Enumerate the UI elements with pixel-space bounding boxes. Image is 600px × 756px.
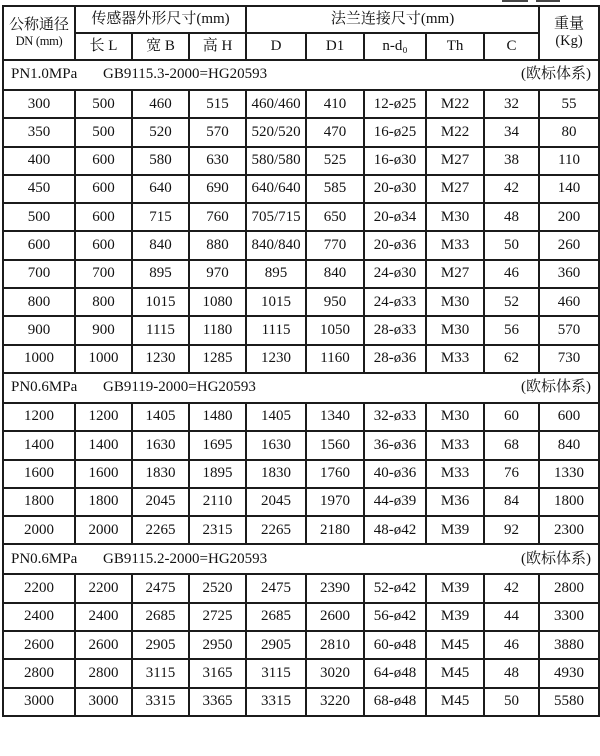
header-weight-unit: (Kg) (555, 33, 583, 50)
table-cell: 760 (189, 203, 246, 231)
table-cell: M22 (426, 118, 484, 146)
section-standard-note: (欧标体系) (521, 379, 592, 396)
table-cell: 460 (132, 90, 189, 118)
table-cell: 46 (484, 631, 539, 659)
header-col-th: Th (426, 33, 484, 60)
table-cell: 80 (539, 118, 599, 146)
table-cell: 1800 (75, 488, 132, 516)
table-cell: 50 (484, 231, 539, 259)
table-cell: 44-ø39 (364, 488, 426, 516)
table-cell: 2520 (189, 574, 246, 602)
table-cell: 2390 (306, 574, 364, 602)
table-cell: M39 (426, 516, 484, 544)
table-cell: 2725 (189, 603, 246, 631)
table-cell: 4930 (539, 659, 599, 687)
table-cell: 705/715 (246, 203, 306, 231)
table-cell: 585 (306, 175, 364, 203)
table-cell: 28-ø33 (364, 316, 426, 344)
section-header-cell (3, 373, 599, 403)
table-cell: 2315 (189, 516, 246, 544)
table-cell: M36 (426, 488, 484, 516)
table-cell: 68 (484, 431, 539, 459)
table-cell: 3880 (539, 631, 599, 659)
table-cell: 1080 (189, 288, 246, 316)
table-cell: 840/840 (246, 231, 306, 259)
table-cell: 28-ø36 (364, 345, 426, 373)
table-cell: 24-ø30 (364, 260, 426, 288)
table-row (3, 90, 599, 118)
table-cell: 2200 (3, 574, 75, 602)
table-cell: 2800 (3, 659, 75, 687)
section-standard-note: (欧标体系) (521, 66, 592, 83)
table-cell: 2600 (75, 631, 132, 659)
table-cell: 840 (132, 231, 189, 259)
table-cell: 40-ø36 (364, 460, 426, 488)
header-row-columns (3, 33, 599, 60)
table-row (3, 403, 599, 431)
table-cell: 1015 (132, 288, 189, 316)
table-row (3, 175, 599, 203)
table-cell: 62 (484, 345, 539, 373)
table-cell: 60-ø48 (364, 631, 426, 659)
table-cell: 56 (484, 316, 539, 344)
table-cell: 400 (3, 147, 75, 175)
table-cell: 1330 (539, 460, 599, 488)
section-standard-code: GB9115.3-2000=HG20593 (103, 66, 268, 83)
table-cell: 3315 (246, 688, 306, 716)
table-row (3, 460, 599, 488)
table-cell: 950 (306, 288, 364, 316)
header-nominal-diameter-unit: DN (mm) (15, 34, 63, 49)
section-header-row (3, 544, 599, 574)
table-cell: 900 (3, 316, 75, 344)
table-cell: 520 (132, 118, 189, 146)
header-col-length: 长 L (75, 33, 132, 60)
table-cell: 640/640 (246, 175, 306, 203)
table-cell: 2110 (189, 488, 246, 516)
table-cell: 460 (539, 288, 599, 316)
table-cell: 1400 (75, 431, 132, 459)
table-cell: 1630 (246, 431, 306, 459)
table-cell: 1970 (306, 488, 364, 516)
table-row (3, 118, 599, 146)
table-cell: 42 (484, 574, 539, 602)
table-cell: 1200 (3, 403, 75, 431)
table-cell: 2685 (132, 603, 189, 631)
table-cell: 2400 (3, 603, 75, 631)
scan-artifact (536, 0, 560, 2)
section-standard-code: GB9119-2000=HG20593 (103, 379, 256, 396)
header-col-height: 高 H (189, 33, 246, 60)
table-row (3, 316, 599, 344)
table-cell: 700 (3, 260, 75, 288)
table-cell: 1230 (246, 345, 306, 373)
table-cell: 1830 (132, 460, 189, 488)
table-cell: M33 (426, 345, 484, 373)
table-cell: 260 (539, 231, 599, 259)
table-cell: 1000 (75, 345, 132, 373)
table-cell: 580/580 (246, 147, 306, 175)
table-row (3, 631, 599, 659)
table-cell: 3220 (306, 688, 364, 716)
table-cell: M27 (426, 147, 484, 175)
table-cell: 3115 (132, 659, 189, 687)
table-cell: 1115 (132, 316, 189, 344)
header-sensor-dimensions-group: 传感器外形尺寸(mm) (75, 6, 246, 33)
table-cell: 3000 (75, 688, 132, 716)
table-cell: 38 (484, 147, 539, 175)
table-cell: 1630 (132, 431, 189, 459)
table-cell: 55 (539, 90, 599, 118)
table-cell: 1405 (132, 403, 189, 431)
table-cell: 32 (484, 90, 539, 118)
table-cell: 68-ø48 (364, 688, 426, 716)
table-cell: 520/520 (246, 118, 306, 146)
table-cell: 1600 (3, 460, 75, 488)
header-col-c: C (484, 33, 539, 60)
table-cell: 16-ø30 (364, 147, 426, 175)
table-cell: 2000 (75, 516, 132, 544)
table-cell: M30 (426, 288, 484, 316)
table-cell: 5580 (539, 688, 599, 716)
table-cell: 800 (75, 288, 132, 316)
table-cell: 525 (306, 147, 364, 175)
table-cell: 2685 (246, 603, 306, 631)
table-cell: 20-ø36 (364, 231, 426, 259)
section-header-row (3, 60, 599, 90)
table-row (3, 288, 599, 316)
table-cell: 1895 (189, 460, 246, 488)
table-cell: 600 (75, 203, 132, 231)
table-row (3, 574, 599, 602)
table-cell: M22 (426, 90, 484, 118)
section-pressure-rating: PN1.0MPa (11, 66, 78, 83)
table-cell: 3315 (132, 688, 189, 716)
table-cell: 76 (484, 460, 539, 488)
table-cell: 1800 (539, 488, 599, 516)
table-cell: 580 (132, 147, 189, 175)
table-cell: 3300 (539, 603, 599, 631)
table-cell: 410 (306, 90, 364, 118)
table-cell: 800 (3, 288, 75, 316)
table-cell: 1115 (246, 316, 306, 344)
table-cell: M33 (426, 231, 484, 259)
table-body (3, 60, 599, 716)
table-row (3, 203, 599, 231)
table-cell: 2265 (132, 516, 189, 544)
table-cell: 84 (484, 488, 539, 516)
table-cell: M27 (426, 260, 484, 288)
table-cell: 1560 (306, 431, 364, 459)
section-pressure-rating: PN0.6MPa (11, 379, 78, 396)
table-cell: 3000 (3, 688, 75, 716)
table-row (3, 431, 599, 459)
table-row (3, 147, 599, 175)
table-cell: 895 (132, 260, 189, 288)
table-row (3, 488, 599, 516)
table-cell: M45 (426, 659, 484, 687)
table-cell: 630 (189, 147, 246, 175)
table-cell: M33 (426, 460, 484, 488)
table-cell: 1230 (132, 345, 189, 373)
header-nominal-diameter (3, 6, 75, 60)
table-cell: 48 (484, 203, 539, 231)
table-cell: M45 (426, 631, 484, 659)
table-cell: 470 (306, 118, 364, 146)
table-cell: 140 (539, 175, 599, 203)
header-flange-dimensions-group: 法兰连接尺寸(mm) (246, 6, 539, 33)
table-cell: 500 (3, 203, 75, 231)
table-cell: 2905 (132, 631, 189, 659)
table-cell: 60 (484, 403, 539, 431)
header-col-n-d0: n-d₀ (364, 33, 426, 60)
table-cell: 570 (539, 316, 599, 344)
table-cell: 600 (3, 231, 75, 259)
table-cell: 48 (484, 659, 539, 687)
header-weight (539, 6, 599, 60)
table-cell: 52-ø42 (364, 574, 426, 602)
table-cell: 970 (189, 260, 246, 288)
table-cell: 500 (75, 90, 132, 118)
table-cell: 48-ø42 (364, 516, 426, 544)
table-cell: 1050 (306, 316, 364, 344)
header-col-d: D (246, 33, 306, 60)
table-cell: 42 (484, 175, 539, 203)
table-cell: 2600 (3, 631, 75, 659)
table-cell: 880 (189, 231, 246, 259)
table-cell: M30 (426, 403, 484, 431)
table-cell: 1400 (3, 431, 75, 459)
table-cell: 2265 (246, 516, 306, 544)
table-cell: 1015 (246, 288, 306, 316)
table-cell: 12-ø25 (364, 90, 426, 118)
table-cell: 3115 (246, 659, 306, 687)
table-cell: 1160 (306, 345, 364, 373)
table-cell: 1340 (306, 403, 364, 431)
section-header-row (3, 373, 599, 403)
header-row-groups (3, 6, 599, 33)
table-cell: 36-ø36 (364, 431, 426, 459)
table-cell: 2300 (539, 516, 599, 544)
table-cell: 2475 (132, 574, 189, 602)
table-cell: 360 (539, 260, 599, 288)
table-cell: 570 (189, 118, 246, 146)
table-cell: 1180 (189, 316, 246, 344)
table-cell: 1285 (189, 345, 246, 373)
dimension-spec-table (2, 5, 600, 717)
table-cell: 2810 (306, 631, 364, 659)
table-cell: 1800 (3, 488, 75, 516)
table-row (3, 603, 599, 631)
section-pressure-rating: PN0.6MPa (11, 550, 78, 567)
table-cell: 20-ø30 (364, 175, 426, 203)
table-cell: M33 (426, 431, 484, 459)
table-row (3, 345, 599, 373)
section-header-cell (3, 544, 599, 574)
table-row (3, 260, 599, 288)
table-cell: 1695 (189, 431, 246, 459)
table-cell: 500 (75, 118, 132, 146)
table-cell: 450 (3, 175, 75, 203)
table-cell: 1405 (246, 403, 306, 431)
table-cell: 110 (539, 147, 599, 175)
table-cell: 1000 (3, 345, 75, 373)
table-cell: 2800 (539, 574, 599, 602)
table-cell: 600 (75, 147, 132, 175)
table-cell: 900 (75, 316, 132, 344)
table-cell: 730 (539, 345, 599, 373)
table-cell: 715 (132, 203, 189, 231)
table-cell: 600 (75, 175, 132, 203)
table-cell: 1830 (246, 460, 306, 488)
table-cell: 650 (306, 203, 364, 231)
table-cell: 46 (484, 260, 539, 288)
table-cell: 50 (484, 688, 539, 716)
table-row (3, 688, 599, 716)
table-cell: 3365 (189, 688, 246, 716)
table-row (3, 516, 599, 544)
table-cell: 34 (484, 118, 539, 146)
table-cell: M39 (426, 574, 484, 602)
table-cell: M27 (426, 175, 484, 203)
table-cell: 1200 (75, 403, 132, 431)
table-cell: 64-ø48 (364, 659, 426, 687)
table-cell: 52 (484, 288, 539, 316)
table-cell: 32-ø33 (364, 403, 426, 431)
table-cell: 300 (3, 90, 75, 118)
table-cell: 840 (539, 431, 599, 459)
table-cell: 24-ø33 (364, 288, 426, 316)
header-weight-cn: 重量 (554, 16, 585, 33)
table-row (3, 659, 599, 687)
section-standard-code: GB9115.2-2000=HG20593 (103, 550, 268, 567)
table-cell: 92 (484, 516, 539, 544)
table-cell: 2400 (75, 603, 132, 631)
table-cell: 2950 (189, 631, 246, 659)
table-cell: 770 (306, 231, 364, 259)
section-header-cell (3, 60, 599, 90)
section-standard-note: (欧标体系) (521, 550, 592, 567)
table-cell: 640 (132, 175, 189, 203)
table-cell: 3020 (306, 659, 364, 687)
table-cell: 895 (246, 260, 306, 288)
table-cell: 2000 (3, 516, 75, 544)
header-col-d1: D1 (306, 33, 364, 60)
table-cell: 44 (484, 603, 539, 631)
table-cell: 2200 (75, 574, 132, 602)
table-cell: M30 (426, 316, 484, 344)
table-cell: 2045 (132, 488, 189, 516)
scan-artifact (502, 0, 528, 2)
table-cell: 2180 (306, 516, 364, 544)
table-cell: 2600 (306, 603, 364, 631)
table-cell: 1600 (75, 460, 132, 488)
table-cell: 460/460 (246, 90, 306, 118)
table-cell: 840 (306, 260, 364, 288)
header-nominal-diameter-cn: 公称通径 (8, 17, 69, 34)
header-col-width: 宽 B (132, 33, 189, 60)
table-cell: 515 (189, 90, 246, 118)
table-cell: M30 (426, 203, 484, 231)
table-cell: 20-ø34 (364, 203, 426, 231)
table-cell: 56-ø42 (364, 603, 426, 631)
table-cell: 1480 (189, 403, 246, 431)
table-cell: 700 (75, 260, 132, 288)
table-cell: 2800 (75, 659, 132, 687)
table-cell: 600 (75, 231, 132, 259)
table-cell: M45 (426, 688, 484, 716)
table-cell: 2045 (246, 488, 306, 516)
table-cell: 600 (539, 403, 599, 431)
table-cell: M39 (426, 603, 484, 631)
table-row (3, 231, 599, 259)
table-cell: 16-ø25 (364, 118, 426, 146)
table-cell: 1760 (306, 460, 364, 488)
table-cell: 3165 (189, 659, 246, 687)
table-cell: 2475 (246, 574, 306, 602)
table-cell: 200 (539, 203, 599, 231)
table-cell: 690 (189, 175, 246, 203)
table-cell: 2905 (246, 631, 306, 659)
table-cell: 350 (3, 118, 75, 146)
